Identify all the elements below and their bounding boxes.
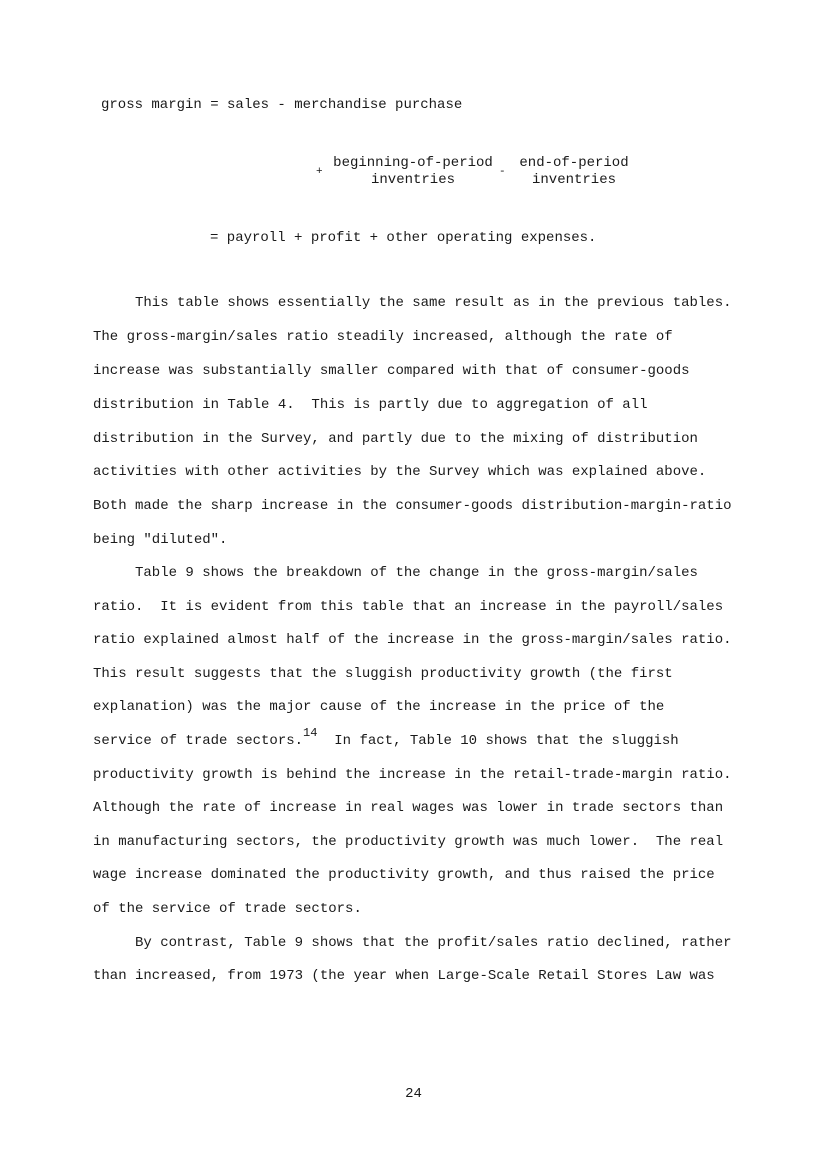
page-number: 24 bbox=[405, 1086, 422, 1102]
text-line: wage increase dominated the productivity growth, and thus raised the price bbox=[93, 867, 715, 883]
footnote-reference: 14 bbox=[303, 726, 318, 740]
text-line: distribution in Table 4. This is partly due to aggregation of all bbox=[93, 397, 648, 413]
text-line: distribution in the Survey, and partly due to the mixing of distribution bbox=[93, 431, 698, 447]
term-line: end-of-period bbox=[519, 155, 629, 171]
text-line: in manufacturing sectors, the productivity growth was much lower. The real bbox=[93, 834, 724, 850]
text-segment: In fact, Table 10 shows that the sluggish bbox=[317, 733, 679, 749]
minus-sign: - bbox=[499, 166, 506, 178]
text-line: increase was substantially smaller compared with that of consumer-goods bbox=[93, 363, 690, 379]
text-line: of the service of trade sectors. bbox=[93, 901, 362, 917]
term-line: beginning-of-period bbox=[333, 155, 493, 171]
equation-line-2: = payroll + profit + other operating expenses. bbox=[210, 230, 597, 246]
text-line: This result suggests that the sluggish productivity growth (the first bbox=[93, 666, 673, 682]
text-segment: service of trade sectors. bbox=[93, 733, 304, 749]
equation-line-1: gross margin = sales - merchandise purchase bbox=[101, 97, 463, 113]
text-line: productivity growth is behind the increase in the retail-trade-margin ratio. bbox=[93, 767, 732, 783]
plus-sign: + bbox=[316, 166, 323, 178]
end-inventory-term bbox=[513, 155, 635, 189]
beginning-inventory-term bbox=[332, 155, 494, 189]
text-line: Both made the sharp increase in the consumer-goods distribution-margin-ratio bbox=[93, 498, 732, 514]
term-line: inventries bbox=[370, 172, 455, 188]
text-line: By contrast, Table 9 shows that the profit/sales ratio declined, rather bbox=[93, 935, 732, 951]
text-line: activities with other activities by the Survey which was explained above. bbox=[93, 464, 707, 480]
text-line: explanation) was the major cause of the increase in the price of the bbox=[93, 699, 665, 715]
text-line: This table shows essentially the same result as in the previous tables. bbox=[93, 295, 732, 311]
text-line: ratio. It is evident from this table that an increase in the payroll/sales bbox=[93, 599, 724, 615]
text-line: being "diluted". bbox=[93, 532, 228, 548]
text-line: Although the rate of increase in real wages was lower in trade sectors than bbox=[93, 800, 724, 816]
text-line-with-footnote bbox=[93, 726, 679, 749]
text-line: than increased, from 1973 (the year when Large-Scale Retail Stores Law was bbox=[93, 968, 715, 984]
term-line: inventries bbox=[531, 172, 616, 188]
text-line: ratio explained almost half of the increase in the gross-margin/sales ratio. bbox=[93, 632, 732, 648]
text-line: Table 9 shows the breakdown of the change in the gross-margin/sales bbox=[93, 565, 698, 581]
text-line: The gross-margin/sales ratio steadily increased, although the rate of bbox=[93, 329, 673, 345]
